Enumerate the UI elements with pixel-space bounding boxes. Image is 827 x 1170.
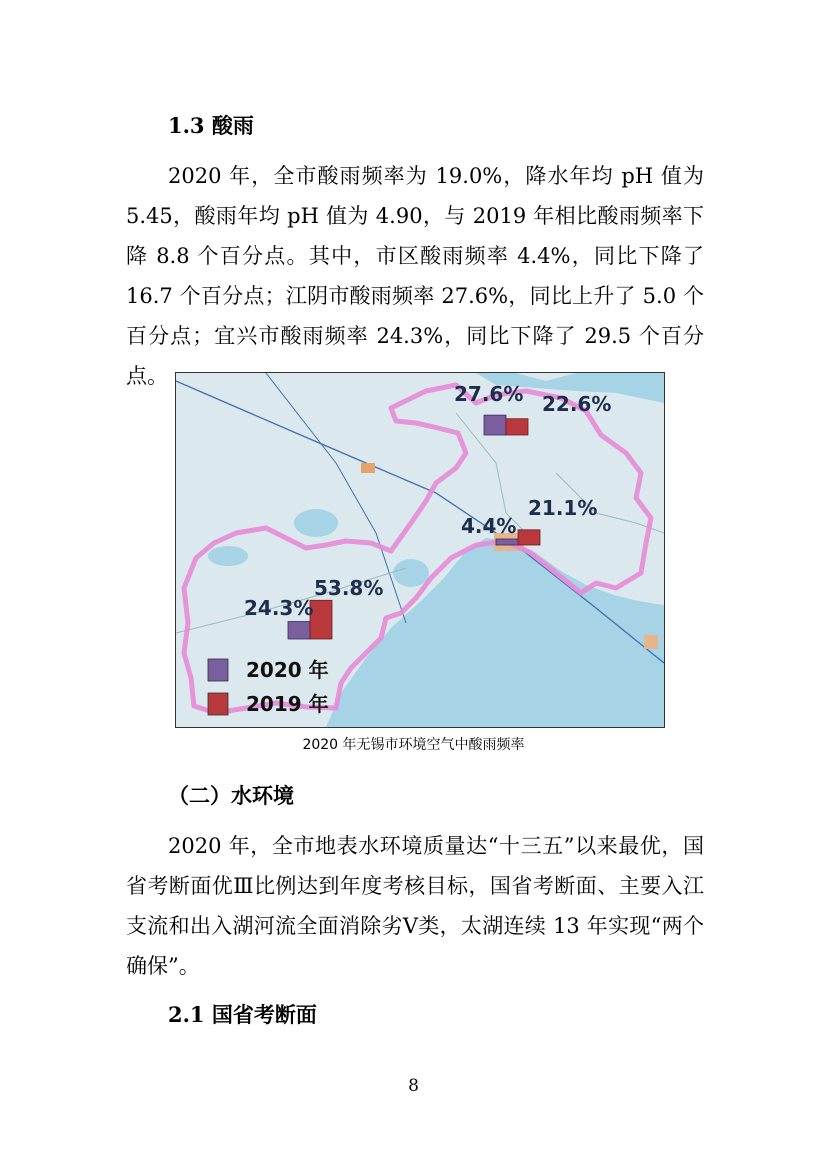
small-lake	[393, 559, 429, 587]
label-2019-2: 21.1%	[528, 496, 598, 520]
acid-rain-paragraph: 2020 年，全市酸雨频率为 19.0%，降水年均 pH 值为 5.45，酸雨年均 pH 值为 4.90，与 2019 年相比酸雨频率下降 8.8 个百分点。其中，市区酸雨频率 4.4%，同比下降了 16.7 个百分点；江阴市酸雨频率 27.6%，同比上升了 5.0 个百分点；宜兴市酸雨频率 24.3%，同比下降了 29.5 个百分点。	[126, 164, 704, 388]
legend-swatch-1	[208, 659, 228, 681]
city-area	[644, 635, 658, 649]
acid-rain-map	[175, 372, 665, 728]
label-2020-2: 4.4%	[461, 514, 517, 538]
legend-swatch-2	[208, 693, 228, 715]
label-2019-3: 53.8%	[314, 576, 384, 600]
bar-2020-1	[484, 415, 506, 435]
bar-2020-3	[288, 622, 310, 639]
water-paragraph: 2020 年，全市地表水环境质量达“十三五”以来最优，国省考断面优Ⅲ比例达到年度考核目标，国省考断面、主要入江支流和出入湖河流全面消除劣Ⅴ类，太湖连续 13 年实现“两个确保”。	[126, 834, 704, 978]
bar-2019-2	[518, 530, 540, 545]
bar-2019-1	[506, 419, 528, 435]
legend-label-1: 2020 年	[246, 658, 329, 682]
section-heading-water: （二）水环境	[168, 784, 294, 808]
page-number: 8	[408, 1076, 419, 1096]
legend-label-2: 2019 年	[246, 692, 329, 716]
small-lake	[294, 509, 338, 537]
label-2020-1: 27.6%	[454, 382, 524, 406]
label-2020-3: 24.3%	[244, 596, 314, 620]
city-area	[361, 463, 375, 473]
section-heading-2-1: 2.1 国省考断面	[168, 1002, 317, 1027]
label-2019-1: 22.6%	[542, 392, 612, 416]
section-heading-1-3: 1.3 酸雨	[168, 113, 254, 138]
figure-caption: 2020 年无锡市环境空气中酸雨频率	[302, 737, 525, 753]
small-lake	[208, 546, 248, 566]
bar-2020-2	[496, 539, 518, 545]
